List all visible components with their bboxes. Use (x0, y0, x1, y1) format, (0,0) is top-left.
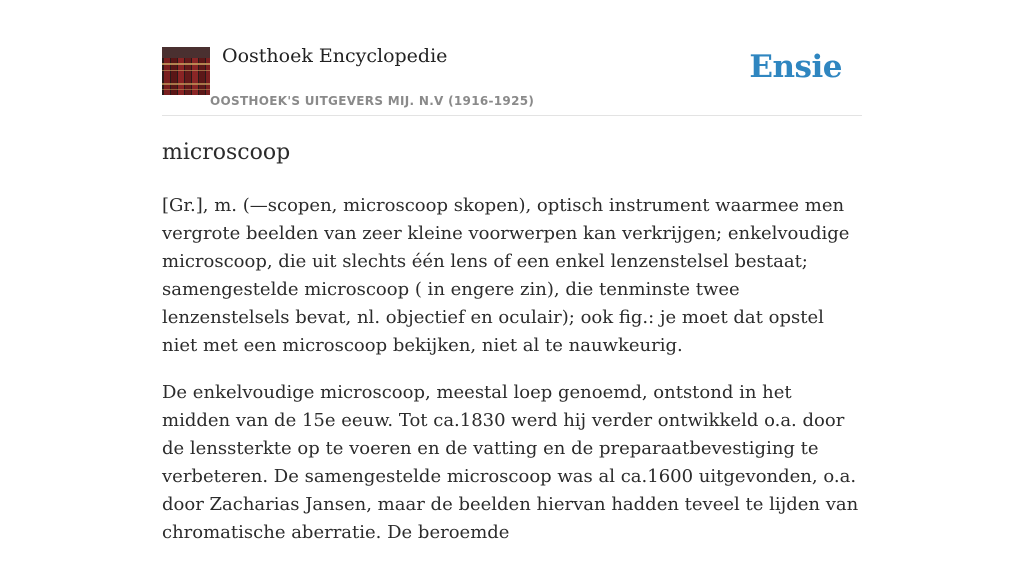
ensie-logo-link[interactable]: Ensie (749, 49, 842, 85)
entry-paragraph: De enkelvoudige microscoop, meestal loep genoemd, ontstond in het midden van de 15e eeuw. Tot ca.1830 werd hij verder ontwikkeld o.a. door de lenssterkte op te voeren en de vatting en de preparaatbevestiging te verbeteren. De samengestelde microscoop was al ca.1600 uitgevonden, o.a. door Zacharias Jansen, maar de beelden hiervan hadden teveel te lijden van chromatische aberratie. De beroemde (162, 382, 859, 543)
book-spines-icon (162, 47, 210, 95)
page (162, 0, 862, 543)
source-subtitle: OOSTHOEK'S UITGEVERS MIJ. N.V (1916-1925) (210, 94, 535, 108)
entry-body (162, 192, 862, 566)
book-spines-avatar[interactable] (162, 47, 210, 95)
source-header (162, 0, 862, 116)
entry-paragraph: [Gr.], m. (—scopen, microscoop skopen), optisch instrument waarmee men vergrote beelden van zeer kleine voorwerpen kan verkrijgen; enkelvoudige microscoop, die uit slechts één lens of een enkel lenzenstelsel bestaat; samengestelde microscoop ( in engere zin), die tenminste twee lenzenstelsels bevat, nl. objectief en oculair); ook fig.: je moet dat opstel niet met een microscoop bekijken, niet al te nauwkeurig. (162, 195, 850, 356)
entry-title: microscoop (162, 140, 291, 165)
source-title[interactable]: Oosthoek Encyclopedie (222, 45, 448, 67)
